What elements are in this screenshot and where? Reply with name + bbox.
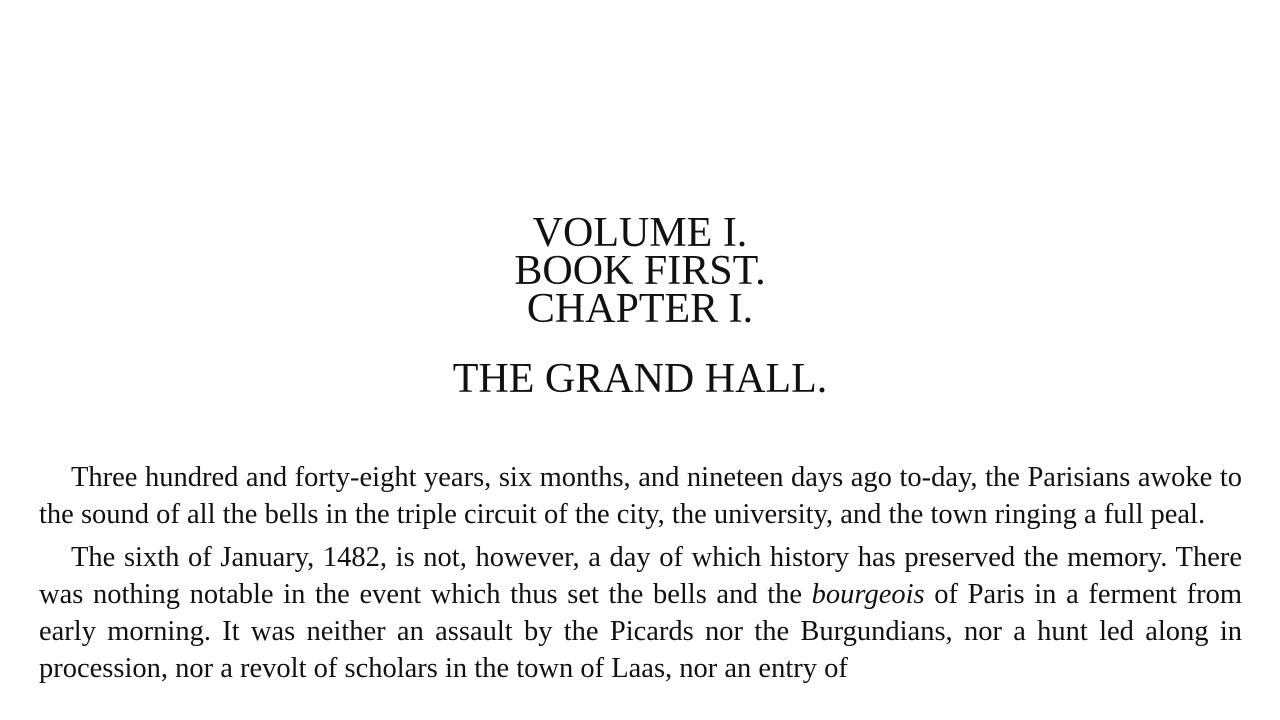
chapter-number-heading: CHAPTER I.	[526, 286, 754, 332]
chapter-heading	[0, 210, 1280, 332]
chapter-body	[39, 459, 1242, 693]
chapter-title: THE GRAND HALL.	[452, 356, 828, 402]
paragraph-2-text-start: The sixth of January, 1482, is not, however, a day of which history has preserved the memory. There was nothing notable in the event which thus set the bells and the	[39, 542, 1242, 610]
book-heading: BOOK FIRST.	[514, 248, 766, 294]
italic-word-bourgeois: bourgeois	[811, 579, 925, 610]
volume-heading: VOLUME I.	[532, 210, 748, 256]
paragraph-1: Three hundred and forty-eight years, six months, and nineteen days ago to-day, the Parisians awoke to the sound of all the bells in the triple circuit of the city, the university, and the town ringing a full peal.	[39, 462, 1242, 530]
paragraph-2-text-end: of Paris in a ferment from early morning. It was neither an assault by the Picards nor the Burgundians, nor a hunt led along in procession, nor a revolt of scholars in the town of Laas, nor an entry of	[39, 579, 1242, 684]
paragraph-2	[39, 539, 1242, 687]
